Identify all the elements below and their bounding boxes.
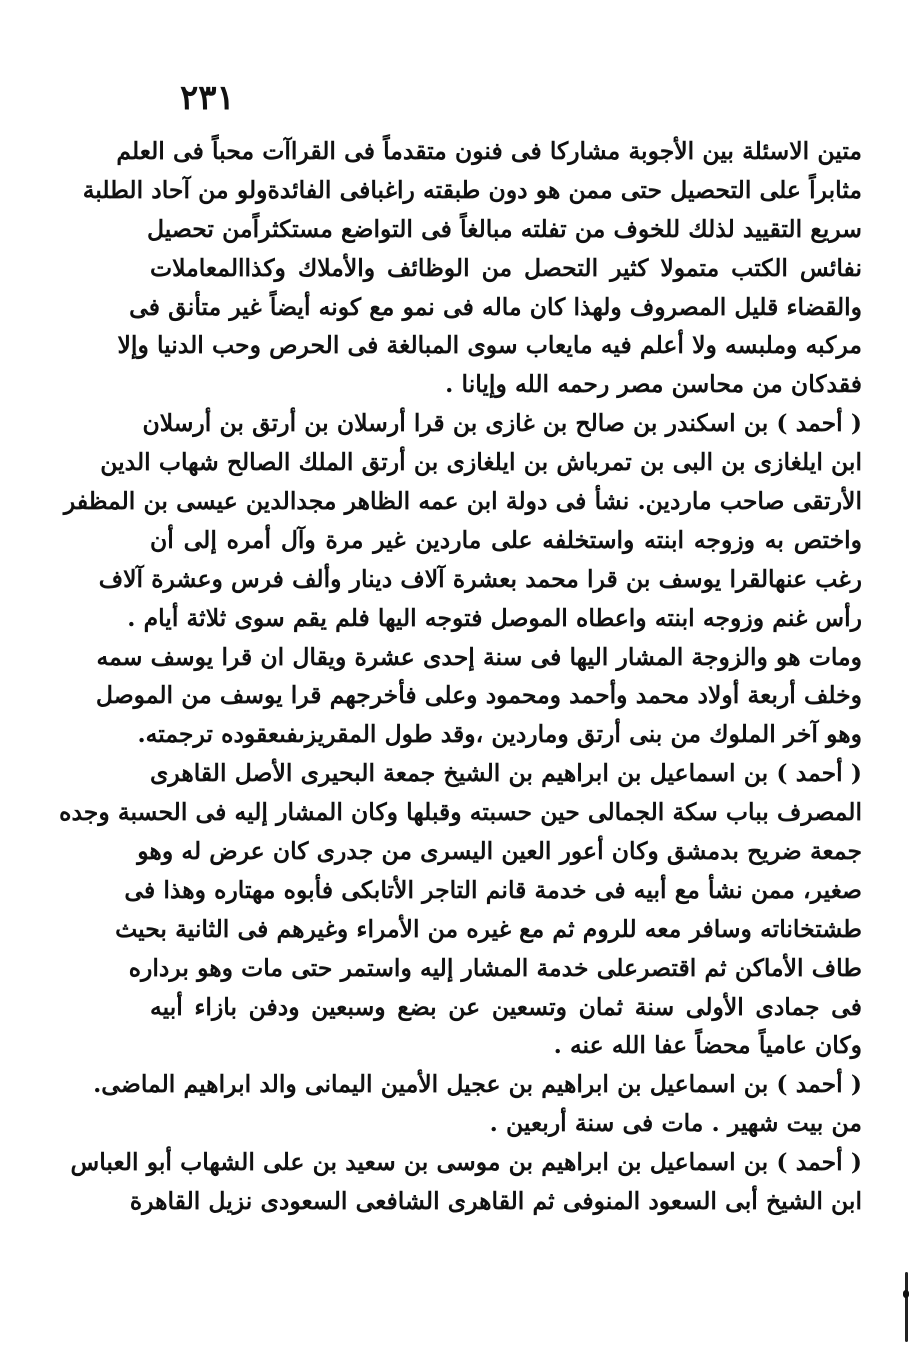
text-line: سريع التقييد لذلك للخوف من تفلته مبالغاً فى التواضع مستكثراًمن تحصيل xyxy=(146,214,862,243)
scan-edge-mark xyxy=(905,1272,908,1342)
text-line: صغير، ممن نشأ مع أبيه فى خدمة قانم التاجر الأتابكى فأبوه مهتاره وهذا فى xyxy=(124,875,862,904)
page-number: ٢٣١ xyxy=(180,78,235,118)
text-line: طشتخاناته وسافر معه للروم ثم مع غيره من الأمراء وغيرهم فى الثانية بحيث xyxy=(115,914,862,943)
entry-heading-line: ( أحمد ) بن اسماعيل بن ابراهيم بن موسى بن سعيد بن على الشهاب أبو العباس xyxy=(70,1148,862,1177)
text-line: فى جمادى الأولى سنة ثمان وتسعين عن بضع وسبعين ودفن بازاء أبيه xyxy=(150,992,862,1021)
entry-heading-line: ( أحمد ) بن اسماعيل بن ابراهيم بن عجيل الأمين اليمانى والد ابراهيم الماضى. xyxy=(93,1070,862,1099)
text-line: فقدكان من محاسن مصر رحمه الله وإيانا . xyxy=(445,370,862,399)
text-line: ابن ايلغازى بن البى بن تمرباش بن ايلغازى بن أرتق الملك الصالح شهاب الدين xyxy=(100,448,862,477)
text-line: متين الاسئلة بين الأجوبة مشاركا فى فنون متقدماً فى القراآت محباً فى العلم xyxy=(116,137,862,165)
text-line: مركبه وملبسه ولا أعلم فيه مايعاب سوى المبالغة فى الحرص وحب الدنيا وإلا xyxy=(117,331,862,360)
text-line: واختص به وزوجه ابنته واستخلفه على ماردين غير مرة وآل أمره إلى أن xyxy=(150,525,862,554)
text-line: نفائس الكتب متمولا كثير التحصل من الوظائف والأملاك وكذاالمعاملات xyxy=(150,253,862,282)
text-line: والقضاء قليل المصروف ولهذا كان ماله فى نمو مع كونه أيضاً غير متأنق فى xyxy=(129,292,862,321)
text-line: الأرتقى صاحب ماردين. نشأ فى دولة ابن عمه الظاهر مجدالدين عيسى بن المظفر xyxy=(63,487,862,516)
text-line: ومات هو والزوجة المشار اليها فى سنة إحدى عشرة ويقال ان قرا يوسف سمه xyxy=(96,642,862,671)
text-line: ابن الشيخ أبى السعود المنوفى ثم القاهرى الشافعى السعودى نزيل القاهرة xyxy=(129,1187,862,1216)
text-line: رأس غنم وزوجه ابنته واعطاه الموصل فتوجه اليها فلم يقم سوى ثلاثة أيام . xyxy=(127,603,862,632)
text-line: وكان عامياً محضاً عفا الله عنه . xyxy=(553,1031,862,1060)
text-line: طاف الأماكن ثم اقتصرعلى خدمة المشار إليه واستمر حتى مات وهو برداره xyxy=(128,953,862,982)
scan-edge-dot xyxy=(903,1290,909,1298)
text-line: جمعة ضريح بدمشق وكان أعور العين اليسرى من جدرى كان عرض له وهو xyxy=(137,837,862,866)
page-body xyxy=(59,132,862,1221)
text-line: وهو آخر الملوك من بنى أرتق وماردين ،وقد طول المقريزىفىعقوده ترجمته. xyxy=(137,720,862,749)
entry-heading-line: ( أحمد ) بن اسكندر بن صالح بن غازى بن قرا أرسلان بن أرتق بن أرسلان xyxy=(142,409,862,438)
entry-heading-line: ( أحمد ) بن اسماعيل بن ابراهيم بن الشيخ جمعة البحيرى الأصل القاهرى xyxy=(150,759,862,788)
text-line: مثابراً على التحصيل حتى ممن هو دون طبقته راغبافى الفائدةولو من آحاد الطلبة xyxy=(82,175,862,204)
text-line: وخلف أربعة أولاد محمد وأحمد ومحمود وعلى فأخرجهم قرا يوسف من الموصل xyxy=(95,681,862,710)
text-line: من بيت شهير . مات فى سنة أربعين . xyxy=(489,1109,862,1138)
text-line: رغب عنهالقرا يوسف بن قرا محمد بعشرة آلاف دينار وألف فرس وعشرة آلاف xyxy=(98,564,862,593)
text-line: المصرف بباب سكة الجمالى حين حسبته وقبلها وكان المشار إليه فى الحسبة وجده xyxy=(59,798,862,827)
